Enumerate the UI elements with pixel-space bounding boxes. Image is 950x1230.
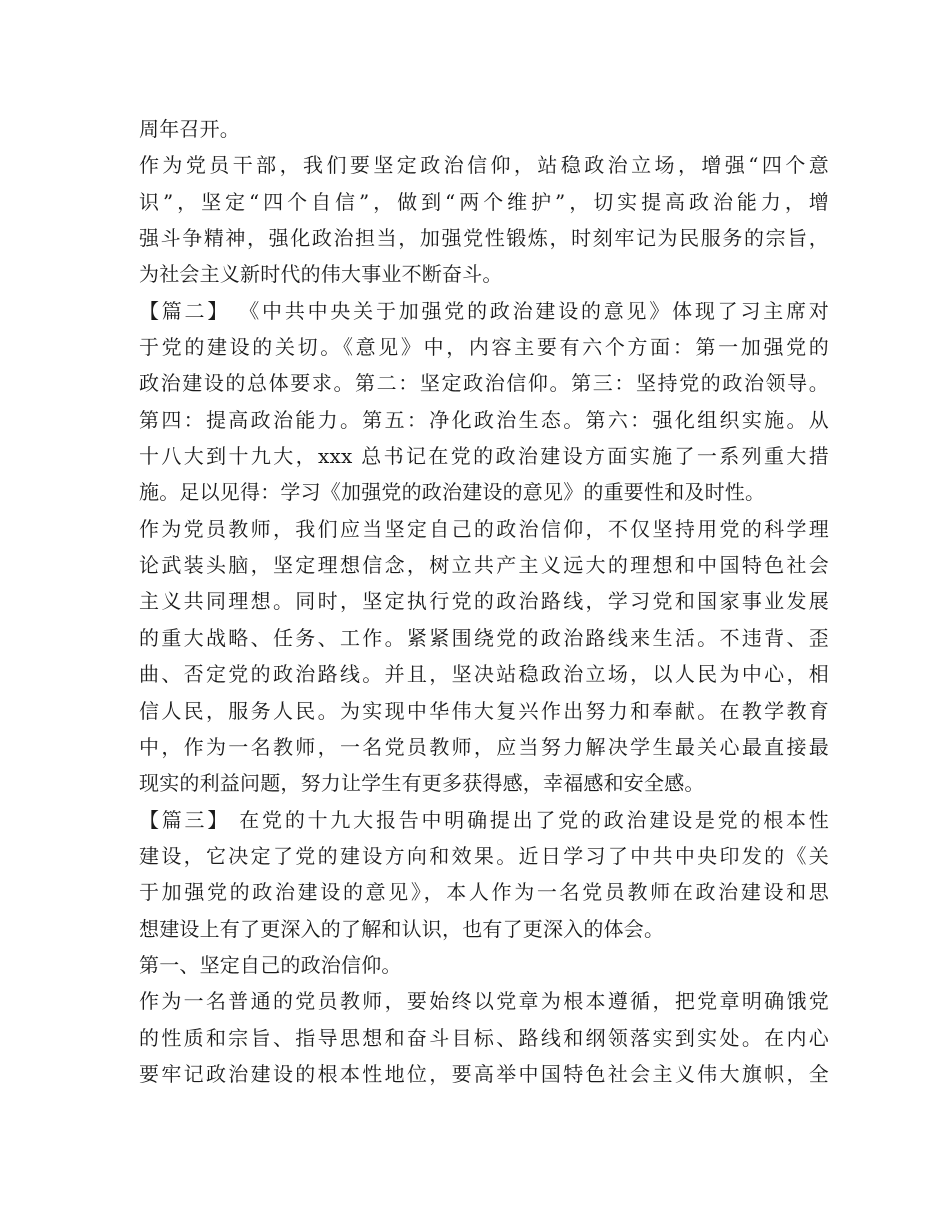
- section-heading-line: 【篇三】 在党的十九大报告中明确提出了党的政治建设是党的根本性: [139, 807, 829, 832]
- text-line: 强斗争精神，强化政治担当，加强党性锻炼，时刻牢记为民服务的宗旨，: [139, 226, 829, 251]
- section-heading-line: 【篇二】 《中共中央关于加强党的政治建设的意见》体现了习主席对: [139, 298, 829, 323]
- text-line: 想建设上有了更深入的了解和认识，也有了更深入的体会。: [139, 916, 665, 941]
- text-line: 论武装头脑，坚定理想信念，树立共产主义远大的理想和中国特色社会: [139, 553, 829, 578]
- text-line: 现实的利益问题，努力让学生有更多获得感，幸福感和安全感。: [139, 771, 705, 796]
- text-line: 信人民，服务人民。为实现中华伟大复兴作出努力和奉献。在教学教育: [139, 698, 829, 723]
- text-line: 中，作为一名教师，一名党员教师，应当努力解决学生最关心最直接最: [139, 734, 829, 759]
- text-line: 十八大到十九大，xxx 总书记在党的政治建设方面实施了一系列重大措: [139, 444, 829, 469]
- text-line: 曲、否定党的政治路线。并且，坚决站稳政治立场，以人民为中心，相: [139, 662, 829, 687]
- text-line: 识”，坚定“四个自信”，做到“两个维护”，切实提高政治能力，增: [139, 189, 829, 214]
- text-line: 主义共同理想。同时，坚定执行党的政治路线，学习党和国家事业发展: [139, 589, 829, 614]
- document-body: [139, 111, 829, 1092]
- text-line: 于加强党的政治建设的意见》，本人作为一名党员教师在政治建设和思: [139, 880, 829, 905]
- text-line: 的重大战略、任务、工作。紧紧围绕党的政治路线来生活。不违背、歪: [139, 625, 829, 650]
- text-line: 政治建设的总体要求。第二：坚定政治信仰。第三：坚持党的政治领导。: [139, 371, 829, 396]
- text-line: 于党的建设的关切。《意见》中，内容主要有六个方面：第一加强党的: [139, 335, 829, 360]
- text-line: 为社会主义新时代的伟大事业不断奋斗。: [139, 262, 503, 287]
- text-line: 周年召开。: [139, 117, 240, 141]
- text-line: 作为党员教师，我们应当坚定自己的政治信仰，不仅坚持用党的科学理: [139, 516, 829, 541]
- text-line: 作为一名普通的党员教师，要始终以党章为根本遵循，把党章明确饿党: [139, 989, 829, 1014]
- text-line: 要牢记政治建设的根本性地位，要高举中国特色社会主义伟大旗帜，全: [139, 1061, 829, 1086]
- text-line: 的性质和宗旨、指导思想和奋斗目标、路线和纲领落实到实处。在内心: [139, 1025, 829, 1050]
- subheading-line: 第一、坚定自己的政治信仰。: [139, 952, 402, 977]
- text-line: 第四：提高政治能力。第五：净化政治生态。第六：强化组织实施。从: [139, 407, 829, 432]
- text-line: 作为党员干部，我们要坚定政治信仰，站稳政治立场，增强“四个意: [139, 153, 829, 178]
- text-line: 建设，它决定了党的建设方向和效果。近日学习了中共中央印发的《关: [139, 843, 829, 868]
- text-line: 施。足以见得：学习《加强党的政治建设的意见》的重要性和及时性。: [139, 480, 766, 505]
